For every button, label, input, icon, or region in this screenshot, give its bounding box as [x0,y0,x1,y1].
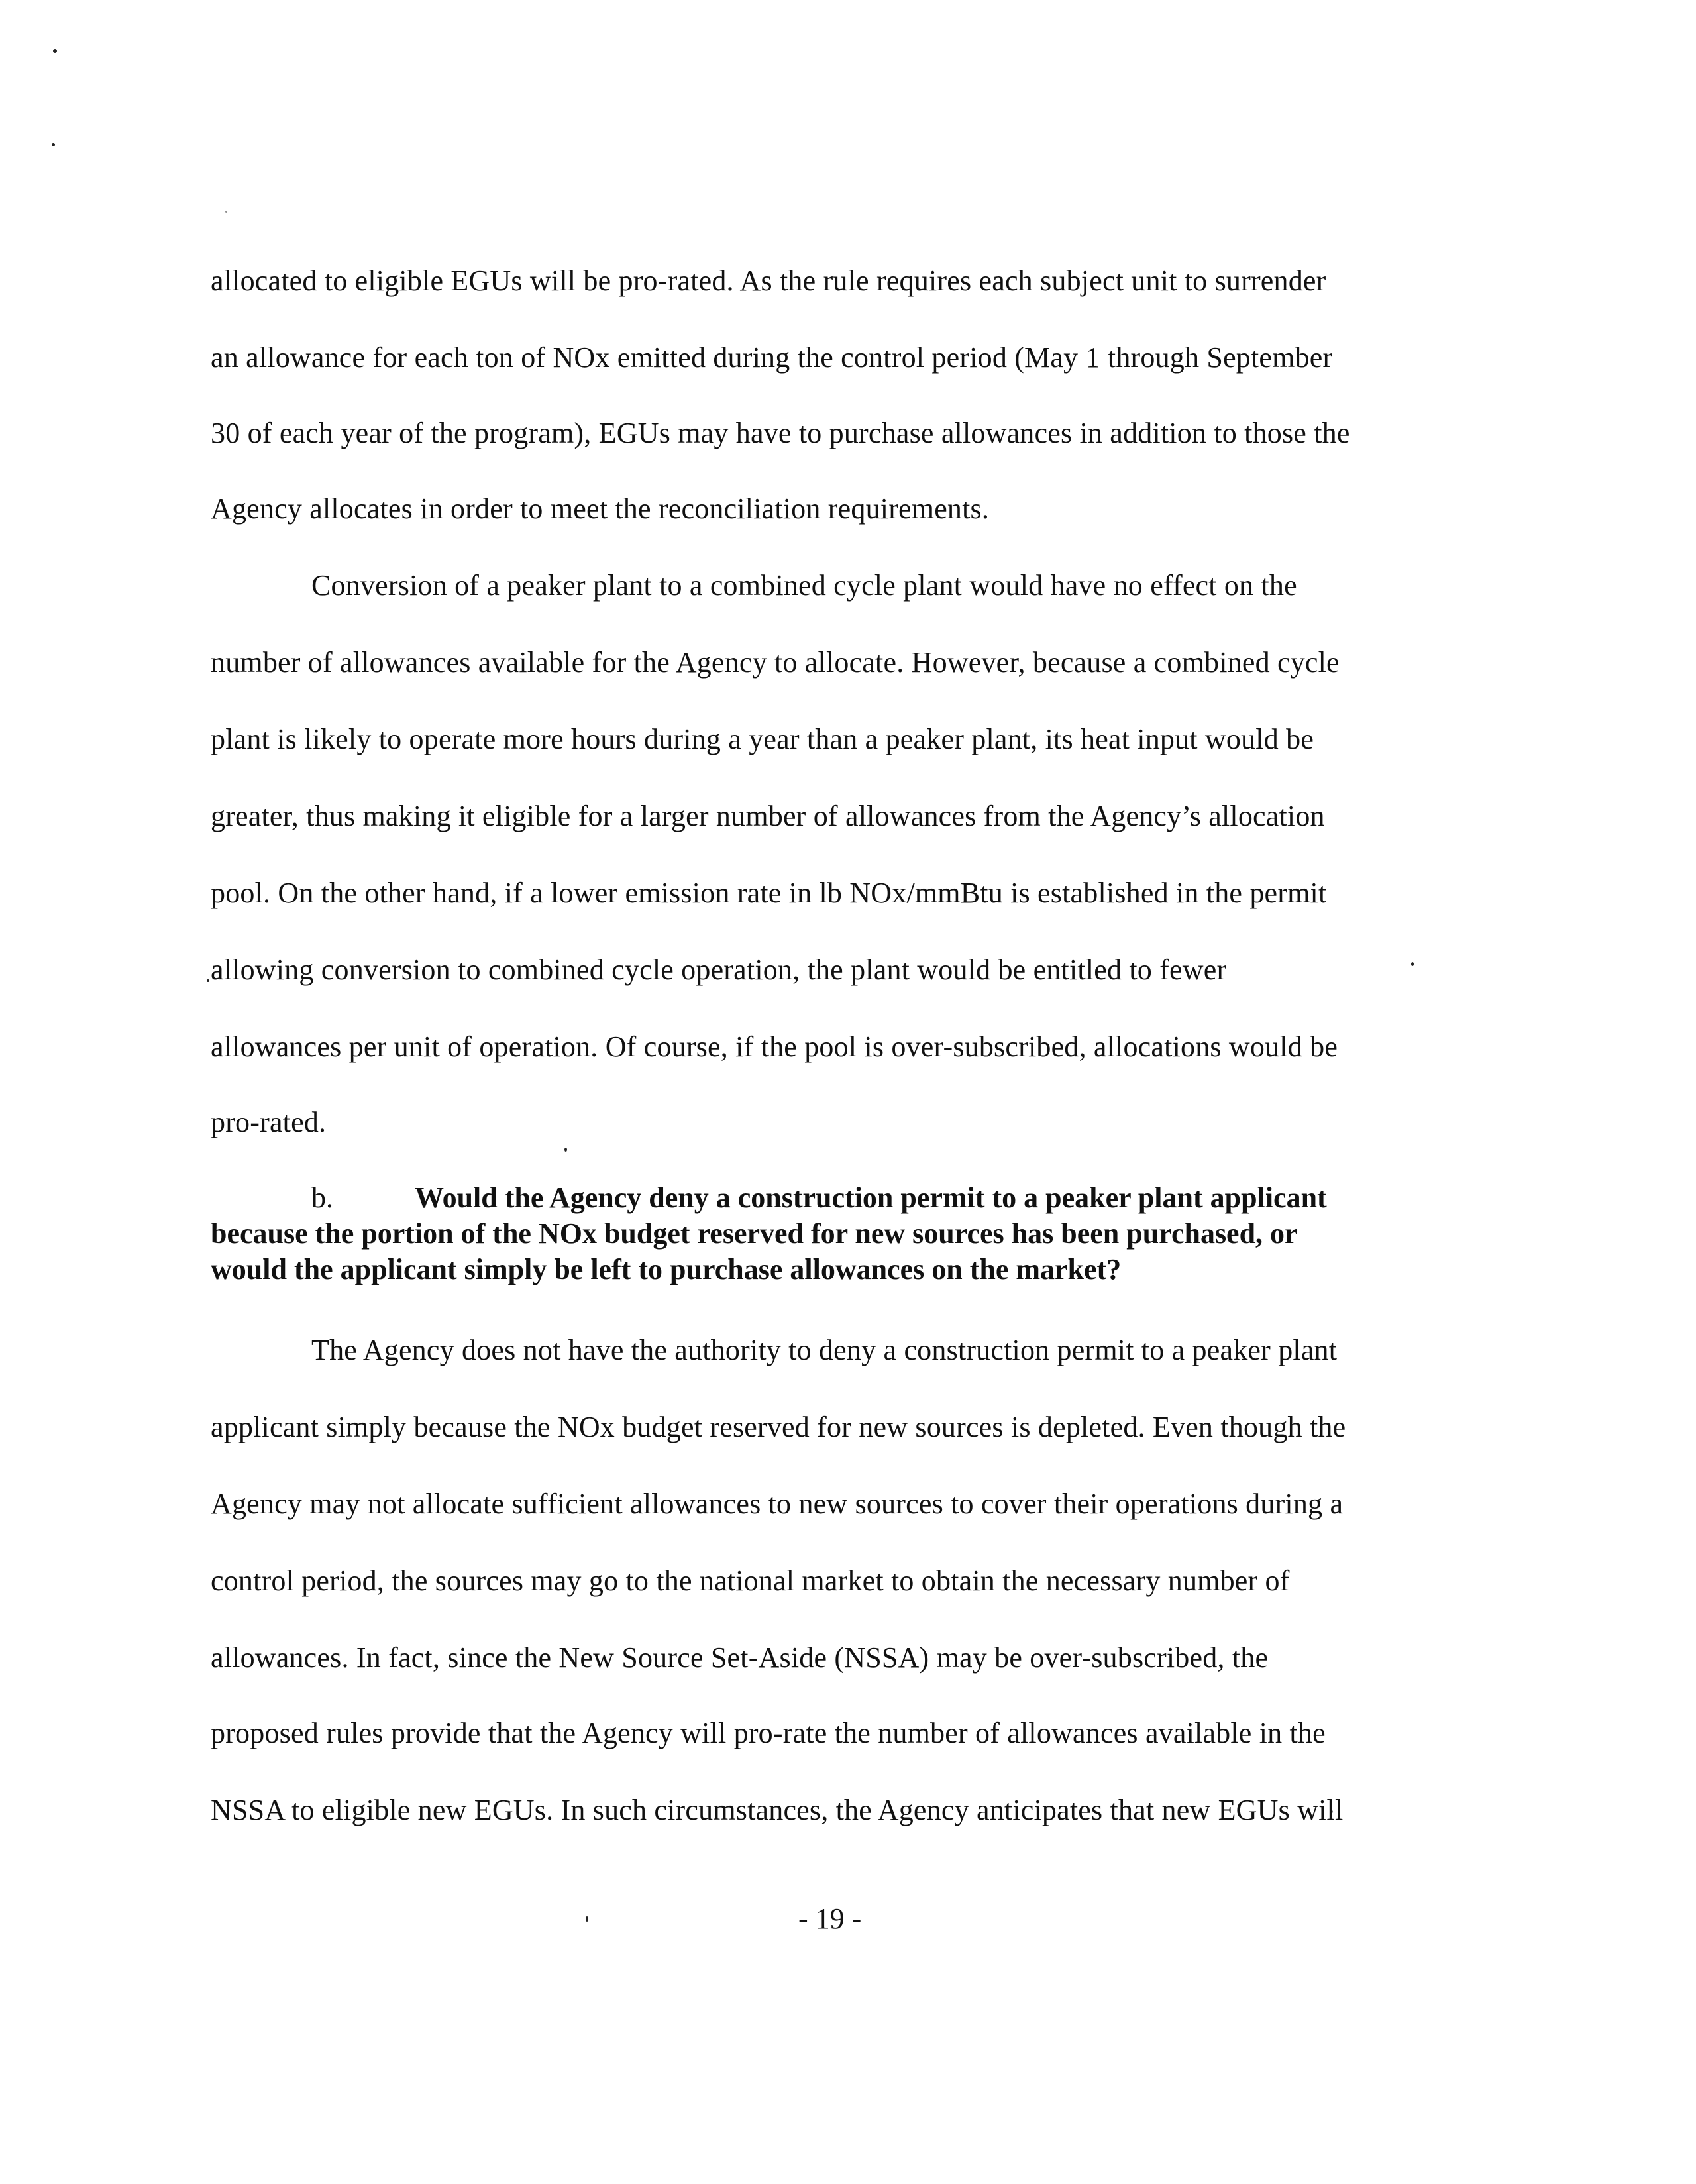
question-text-line: because the portion of the NOx budget reserved for new sources has been purchased, or [211,1217,1298,1250]
scan-speck [564,1148,567,1152]
text-line: The Agency does not have the authority to deny a construction permit to a peaker plant [311,1334,1338,1366]
text-line: NSSA to eligible new EGUs. In such circumstances, the Agency anticipates that new EGUs will [211,1794,1344,1826]
scan-speck [207,979,209,982]
text-line: allocated to eligible EGUs will be pro-rated. As the rule requires each subject unit to surrender [211,264,1326,297]
text-line: 30 of each year of the program), EGUs may have to purchase allowances in addition to those the [211,417,1350,449]
text-line: allowances. In fact, since the New Source Set-Aside (NSSA) may be over-subscribed, the [211,1641,1269,1674]
text-line: pro-rated. [211,1106,327,1138]
question-label: b. [311,1181,333,1214]
scan-speck [225,211,227,213]
scan-speck [586,1916,588,1922]
text-line: Agency allocates in order to meet the reconciliation requirements. [211,492,990,525]
question-text-line: Would the Agency deny a construction permit to a peaker plant applicant [415,1181,1327,1214]
text-line: pool. On the other hand, if a lower emission rate in lb NOx/mmBtu is established in the permit [211,877,1327,909]
text-line: greater, thus making it eligible for a larger number of allowances from the Agency’s allocation [211,800,1325,832]
scan-speck [1411,962,1414,966]
text-line: control period, the sources may go to the national market to obtain the necessary number of [211,1564,1290,1597]
text-line: Conversion of a peaker plant to a combined cycle plant would have no effect on the [311,569,1297,602]
scan-speck [53,49,57,53]
text-line: proposed rules provide that the Agency will pro-rate the number of allowances available in the [211,1717,1326,1749]
question-text-line: would the applicant simply be left to purchase allowances on the market? [211,1253,1122,1285]
text-line: plant is likely to operate more hours during a year than a peaker plant, its heat input would be [211,723,1314,755]
text-line: Agency may not allocate sufficient allowances to new sources to cover their operations during a [211,1488,1344,1520]
text-line: number of allowances available for the Agency to allocate. However, because a combined cycle [211,646,1340,679]
text-line: allowances per unit of operation. Of course, if the pool is over-subscribed, allocations would be [211,1030,1338,1063]
page-number: - 19 - [798,1902,862,1935]
text-line: applicant simply because the NOx budget reserved for new sources is depleted. Even though the [211,1411,1346,1443]
scan-speck [52,143,55,146]
text-line: an allowance for each ton of NOx emitted during the control period (May 1 through September [211,341,1333,374]
text-line: allowing conversion to combined cycle operation, the plant would be entitled to fewer [211,954,1227,986]
